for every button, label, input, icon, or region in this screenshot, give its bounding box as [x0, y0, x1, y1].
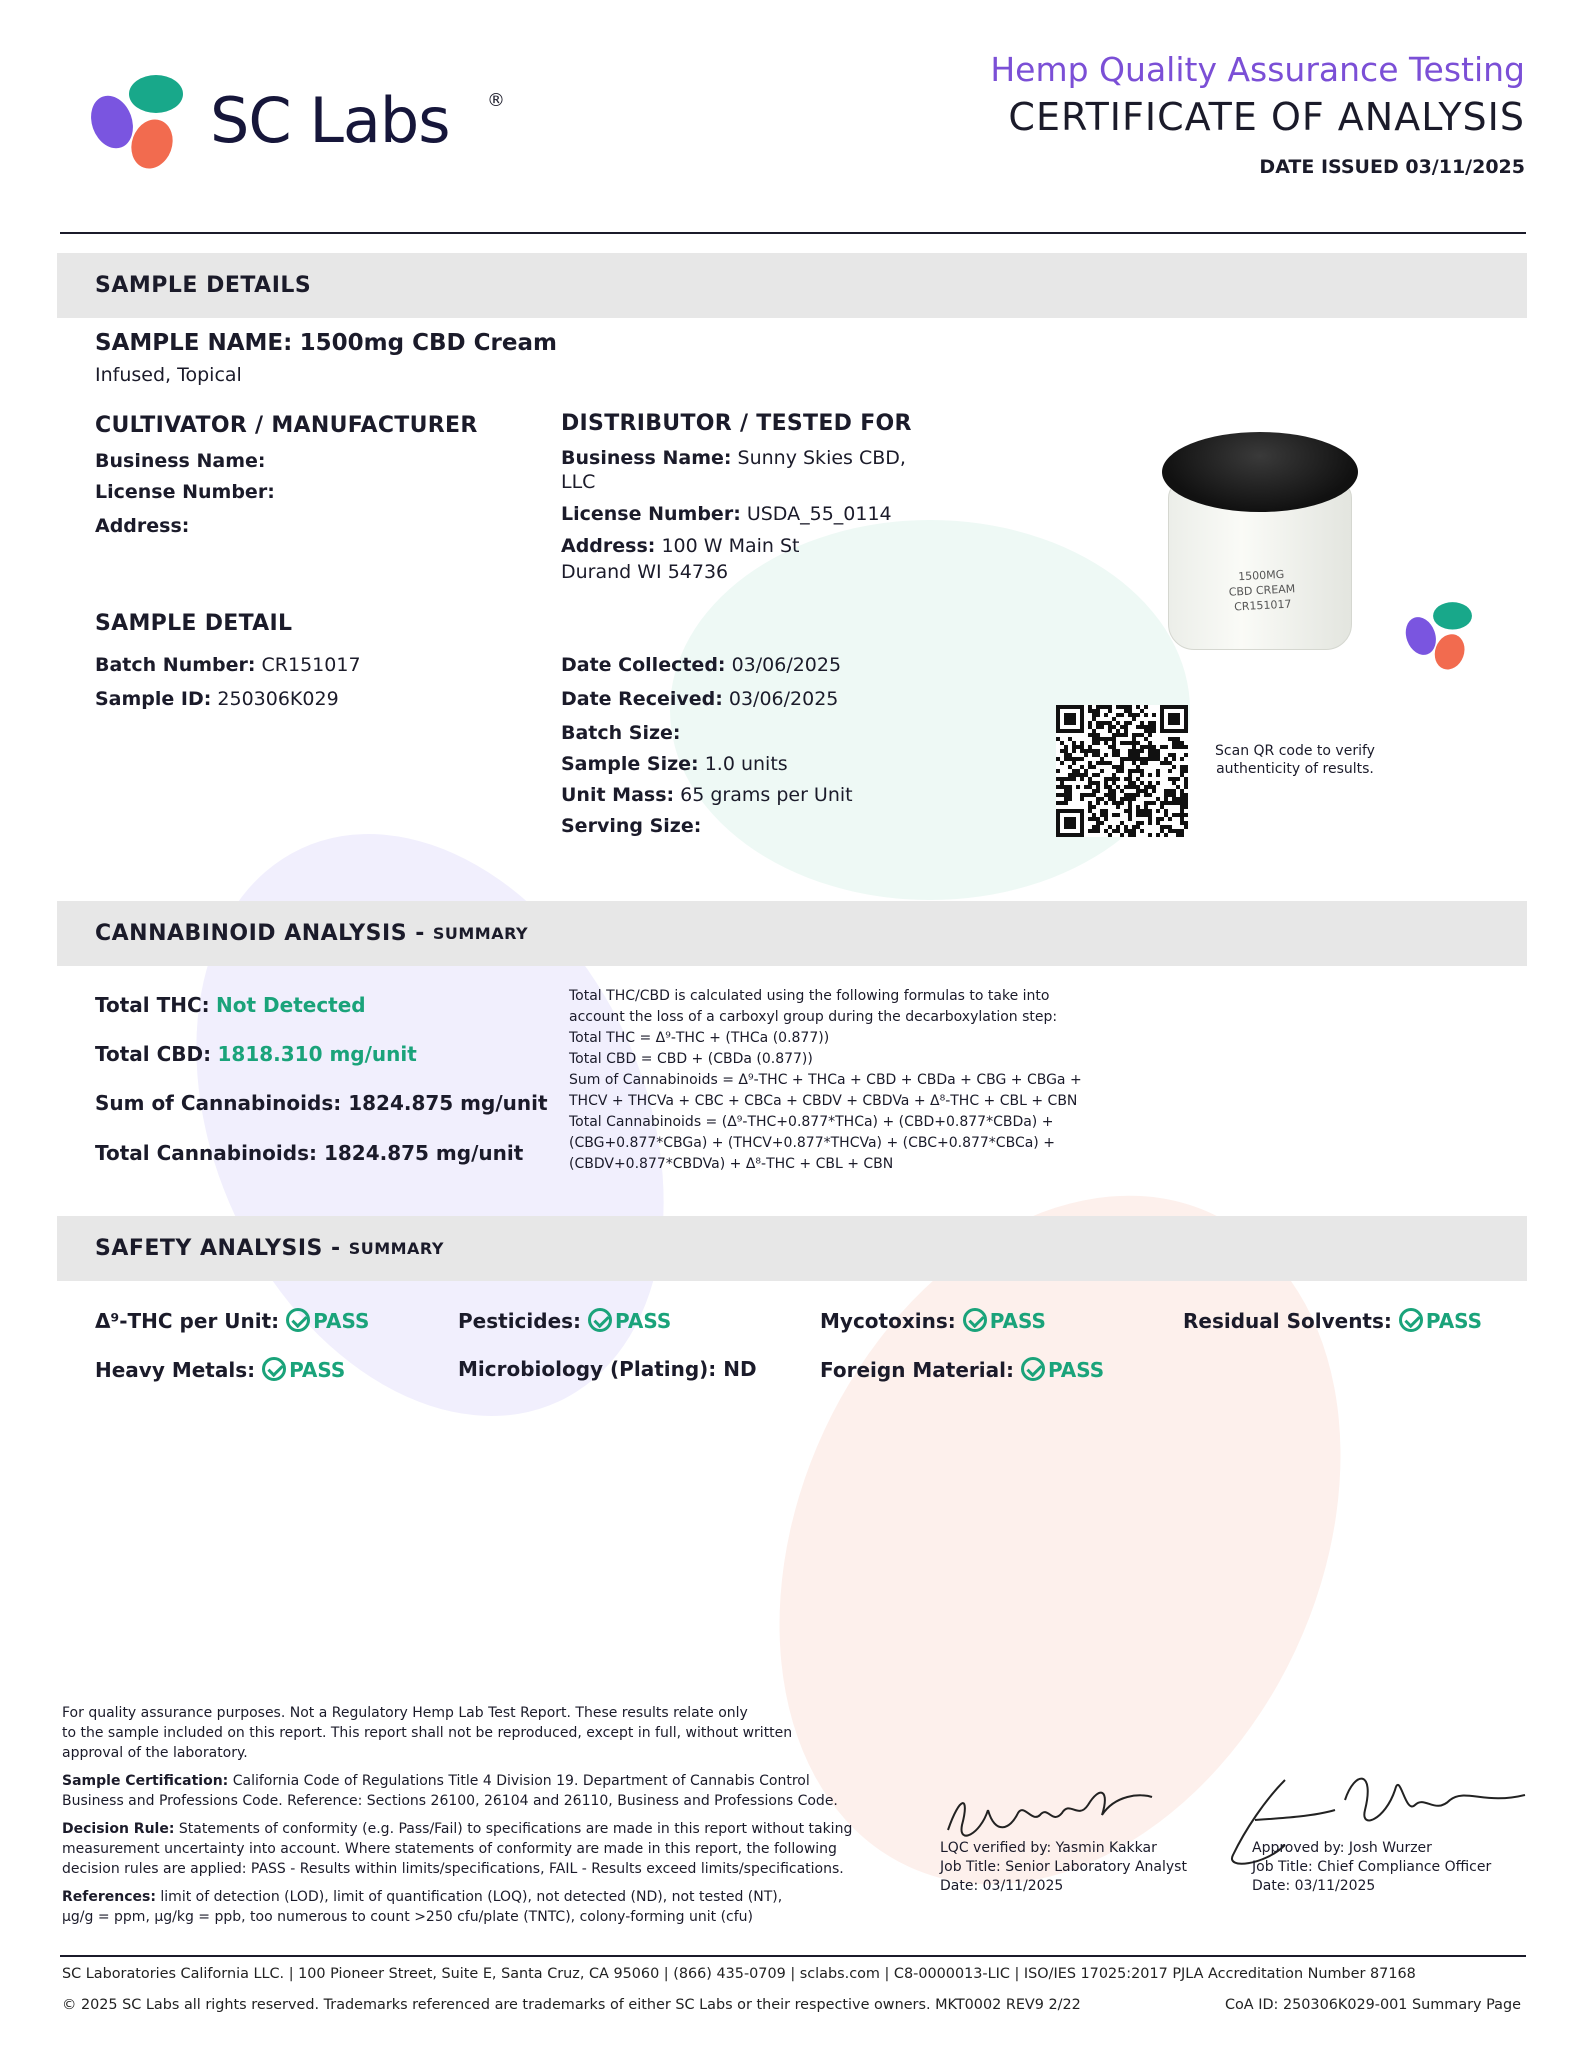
unit-mass [561, 784, 853, 806]
lqc-date: Date: 03/11/2025 [940, 1878, 1064, 1894]
logo [90, 72, 530, 182]
distributor-business-name-label: Business Name: [561, 447, 732, 469]
approved-job-title: Job Title: Chief Compliance Officer [1252, 1859, 1492, 1875]
decision-rule-text: Statements of conformity (e.g. Pass/Fail) to specifications are made in this report without taking [178, 1821, 853, 1837]
formula-block [569, 986, 1082, 1175]
safety-microbiology-value: ND [723, 1357, 757, 1381]
sample-size [561, 753, 788, 775]
certificate-title: CERTIFICATE OF ANALYSIS [1008, 95, 1525, 139]
formula-line: Sum of Cannabinoids = Δ⁹-THC + THCa + CBD + CBDa + CBG + CBGa + [569, 1072, 1082, 1088]
serving-size-label: Serving Size: [561, 815, 702, 837]
safety-heavy-metals [95, 1357, 345, 1382]
sum-of-cannabinoids-value: 1824.875 mg/unit [348, 1091, 548, 1115]
band-title: SAFETY ANALYSIS - [95, 1236, 341, 1261]
cultivator-address-label: Address: [95, 515, 190, 537]
date-received [561, 688, 838, 710]
decision-rule-line2: measurement uncertainty into account. Where statements of conformity are made in this report, the following [62, 1841, 837, 1857]
sum-of-cannabinoids [95, 1091, 548, 1115]
logo-text: SC Labs [210, 84, 450, 157]
pass-badge: PASS [313, 1309, 370, 1333]
jar-label-line1: 1500MG [1237, 567, 1285, 584]
sample-id-value: 250306K029 [217, 688, 339, 710]
sample-name [95, 330, 557, 356]
unit-mass-label: Unit Mass: [561, 784, 675, 806]
qa-line: to the sample included on this report. This report shall not be reproduced, except in full, without written [62, 1725, 793, 1741]
pass-badge: PASS [989, 1309, 1046, 1333]
distributor-license [561, 503, 892, 525]
distributor-business-name [561, 447, 906, 469]
total-cannabinoids-label: Total Cannabinoids: [95, 1141, 317, 1165]
safety-residual-solvents-label: Residual Solvents: [1183, 1309, 1392, 1333]
safety-microbiology [458, 1357, 757, 1381]
total-cbd [95, 1042, 417, 1066]
jar-lid [1162, 432, 1358, 512]
batch-number [95, 654, 361, 676]
unit-mass-value: 65 grams per Unit [680, 784, 853, 806]
safety-pesticides [458, 1308, 671, 1333]
band-title: CANNABINOID ANALYSIS - [95, 921, 425, 946]
pass-badge: PASS [1425, 1309, 1483, 1333]
distributor-address-line1: 100 W Main St [661, 535, 800, 557]
date-received-label: Date Received: [561, 688, 723, 710]
qr-caption-line1: Scan QR code to verify [1215, 743, 1375, 759]
distributor-address-line2: Durand WI 54736 [561, 561, 729, 583]
sum-of-cannabinoids-label: Sum of Cannabinoids: [95, 1091, 342, 1115]
lqc-job-title: Job Title: Senior Laboratory Analyst [940, 1859, 1187, 1875]
total-thc [95, 993, 366, 1017]
safety-d9-thc [95, 1308, 369, 1333]
distributor-license-value: USDA_55_0114 [746, 503, 892, 525]
copyright-line: © 2025 SC Labs all rights reserved. Trademarks referenced are trademarks of either SC Labs or their respective owners. MKT0002 REV9 2/22 [62, 1997, 1081, 2013]
cannabinoid-analysis-band [57, 901, 1527, 966]
sample-certification-line2: Business and Professions Code. Reference: Sections 26100, 26104 and 26110, Business and Professions Code. [62, 1793, 838, 1809]
safety-analysis-band [57, 1216, 1527, 1281]
safety-mycotoxins [820, 1308, 1046, 1333]
jar-label-line3: CR151017 [1233, 597, 1292, 614]
sample-detail-heading: SAMPLE DETAIL [95, 611, 293, 636]
date-issued: DATE ISSUED 03/11/2025 [1259, 156, 1525, 178]
batch-number-value: CR151017 [261, 654, 361, 676]
jar-label [1221, 566, 1303, 615]
cultivator-heading: CULTIVATOR / MANUFACTURER [95, 413, 478, 438]
total-cbd-value: 1818.310 mg/unit [217, 1042, 417, 1066]
safety-heavy-metals-label: Heavy Metals: [95, 1358, 256, 1382]
distributor-business-name-value: Sunny Skies CBD, [737, 447, 906, 469]
formula-line: Total THC = Δ⁹-THC + (THCa (0.877)) [569, 1030, 830, 1046]
total-cannabinoids-value: 1824.875 mg/unit [323, 1141, 524, 1165]
safety-microbiology-label: Microbiology (Plating): [458, 1357, 717, 1381]
qr-code[interactable] [1056, 705, 1188, 837]
formula-line: Total Cannabinoids = (Δ⁹-THC+0.877*THCa) + (CBD+0.877*CBDa) + [569, 1114, 1054, 1130]
safety-foreign-material-label: Foreign Material: [820, 1358, 1014, 1382]
cultivator-license-label: License Number: [95, 481, 275, 503]
formula-line: account the loss of a carboxyl group during the decarboxylation step: [569, 1009, 1058, 1025]
total-cbd-label: Total CBD: [95, 1042, 212, 1066]
sample-details-band [57, 253, 1527, 318]
approved-date: Date: 03/11/2025 [1252, 1878, 1376, 1894]
total-thc-label: Total THC: [95, 993, 210, 1017]
signature-left-block [940, 1839, 1187, 1896]
distributor-business-name-line2: LLC [561, 471, 596, 493]
batch-number-label: Batch Number: [95, 654, 256, 676]
check-circle-icon [286, 1308, 310, 1332]
safety-mycotoxins-label: Mycotoxins: [820, 1309, 956, 1333]
pass-badge: PASS [289, 1358, 346, 1382]
decision-rule-label: Decision Rule: [62, 1821, 175, 1837]
registered-mark: ® [487, 90, 505, 111]
lqc-verified-by: LQC verified by: Yasmin Kakkar [940, 1840, 1157, 1856]
references-line2: µg/g = ppm, µg/kg = ppb, too numerous to count >250 cfu/plate (TNTC), colony-forming unit (cfu) [62, 1909, 753, 1925]
header-rule [60, 232, 1526, 234]
logo-mark-small-icon [1405, 600, 1477, 672]
decision-rule-line3: decision rules are applied: PASS - Results within limits/specifications, FAIL - Results exceed limits/specifications. [62, 1861, 844, 1877]
batch-size-label: Batch Size: [561, 722, 681, 744]
decision-rule [62, 1819, 882, 1839]
references-label: References: [62, 1889, 156, 1905]
total-thc-value: Not Detected [216, 993, 366, 1017]
formula-line: (CBG+0.877*CBGa) + (THCV+0.877*THCVa) + (CBC+0.877*CBCa) + [569, 1135, 1055, 1151]
qr-caption-line2: authenticity of results. [1216, 761, 1374, 777]
date-collected [561, 654, 841, 676]
date-received-value: 03/06/2025 [728, 688, 839, 710]
sample-id-label: Sample ID: [95, 688, 212, 710]
qa-line: For quality assurance purposes. Not a Regulatory Hemp Lab Test Report. These results relate only [62, 1705, 748, 1721]
footer-rule [60, 1955, 1526, 1957]
references-text: limit of detection (LOD), limit of quantification (LOQ), not detected (ND), not tested (NT), [160, 1889, 783, 1905]
check-circle-icon [262, 1357, 286, 1381]
check-circle-icon [588, 1308, 612, 1332]
sample-category: Infused, Topical [95, 364, 242, 386]
sample-certification-label: Sample Certification: [62, 1773, 229, 1789]
references [62, 1887, 882, 1907]
sample-certification-text: California Code of Regulations Title 4 Division 19. Department of Cannabis Control [232, 1773, 810, 1789]
distributor-heading: DISTRIBUTOR / TESTED FOR [561, 411, 912, 436]
signature-right-block [1252, 1839, 1491, 1896]
formula-line: THCV + THCVa + CBC + CBCa + CBDV + CBDVa + Δ⁸-THC + CBL + CBN [569, 1093, 1078, 1109]
date-collected-label: Date Collected: [561, 654, 726, 676]
check-circle-icon [1021, 1357, 1045, 1381]
lab-contact-line: SC Laboratories California LLC. | 100 Pioneer Street, Suite E, Santa Cruz, CA 95060 | (866) 435-0709 | sclabs.com | C8-0000013-LIC | ISO/IES 17025:2017 PJLA Accreditation Number 87168 [62, 1966, 1416, 1982]
jar-label-line2: CBD CREAM [1228, 582, 1296, 599]
formula-line: Total THC/CBD is calculated using the following formulas to take into [569, 988, 1050, 1004]
safety-residual-solvents [1183, 1308, 1482, 1333]
pass-badge: PASS [615, 1309, 672, 1333]
qa-line: approval of the laboratory. [62, 1745, 248, 1761]
pass-badge: PASS [1047, 1358, 1105, 1382]
sample-name-label: SAMPLE NAME: [95, 330, 293, 356]
date-collected-value: 03/06/2025 [731, 654, 842, 676]
product-image [1160, 430, 1360, 660]
sample-name-value: 1500mg CBD Cream [299, 330, 557, 356]
safety-foreign-material [820, 1357, 1104, 1382]
total-cannabinoids [95, 1141, 523, 1165]
cultivator-business-name-label: Business Name: [95, 450, 266, 472]
header-subtitle: Hemp Quality Assurance Testing [990, 50, 1525, 89]
distributor-license-label: License Number: [561, 503, 741, 525]
sample-size-value: 1.0 units [704, 753, 788, 775]
formula-line: (CBDV+0.877*CBDVa) + Δ⁸-THC + CBL + CBN [569, 1156, 894, 1172]
sample-certification [62, 1771, 882, 1791]
safety-d9-thc-label: Δ⁹-THC per Unit: [95, 1309, 280, 1333]
qr-caption [1195, 742, 1395, 778]
band-title: SAMPLE DETAILS [95, 273, 312, 298]
distributor-address [561, 535, 799, 557]
distributor-address-label: Address: [561, 535, 656, 557]
footer-notes [62, 1703, 882, 1927]
coa-id: CoA ID: 250306K029-001 Summary Page [1224, 1997, 1521, 2013]
band-subtitle: SUMMARY [432, 924, 529, 943]
band-subtitle: SUMMARY [348, 1239, 444, 1258]
check-circle-icon [963, 1308, 987, 1332]
sample-id [95, 688, 339, 710]
approved-by: Approved by: Josh Wurzer [1252, 1840, 1432, 1856]
sample-size-label: Sample Size: [561, 753, 699, 775]
logo-mark-icon [90, 72, 190, 172]
formula-line: Total CBD = CBD + (CBDa (0.877)) [569, 1051, 813, 1067]
check-circle-icon [1399, 1308, 1423, 1332]
safety-pesticides-label: Pesticides: [458, 1309, 582, 1333]
